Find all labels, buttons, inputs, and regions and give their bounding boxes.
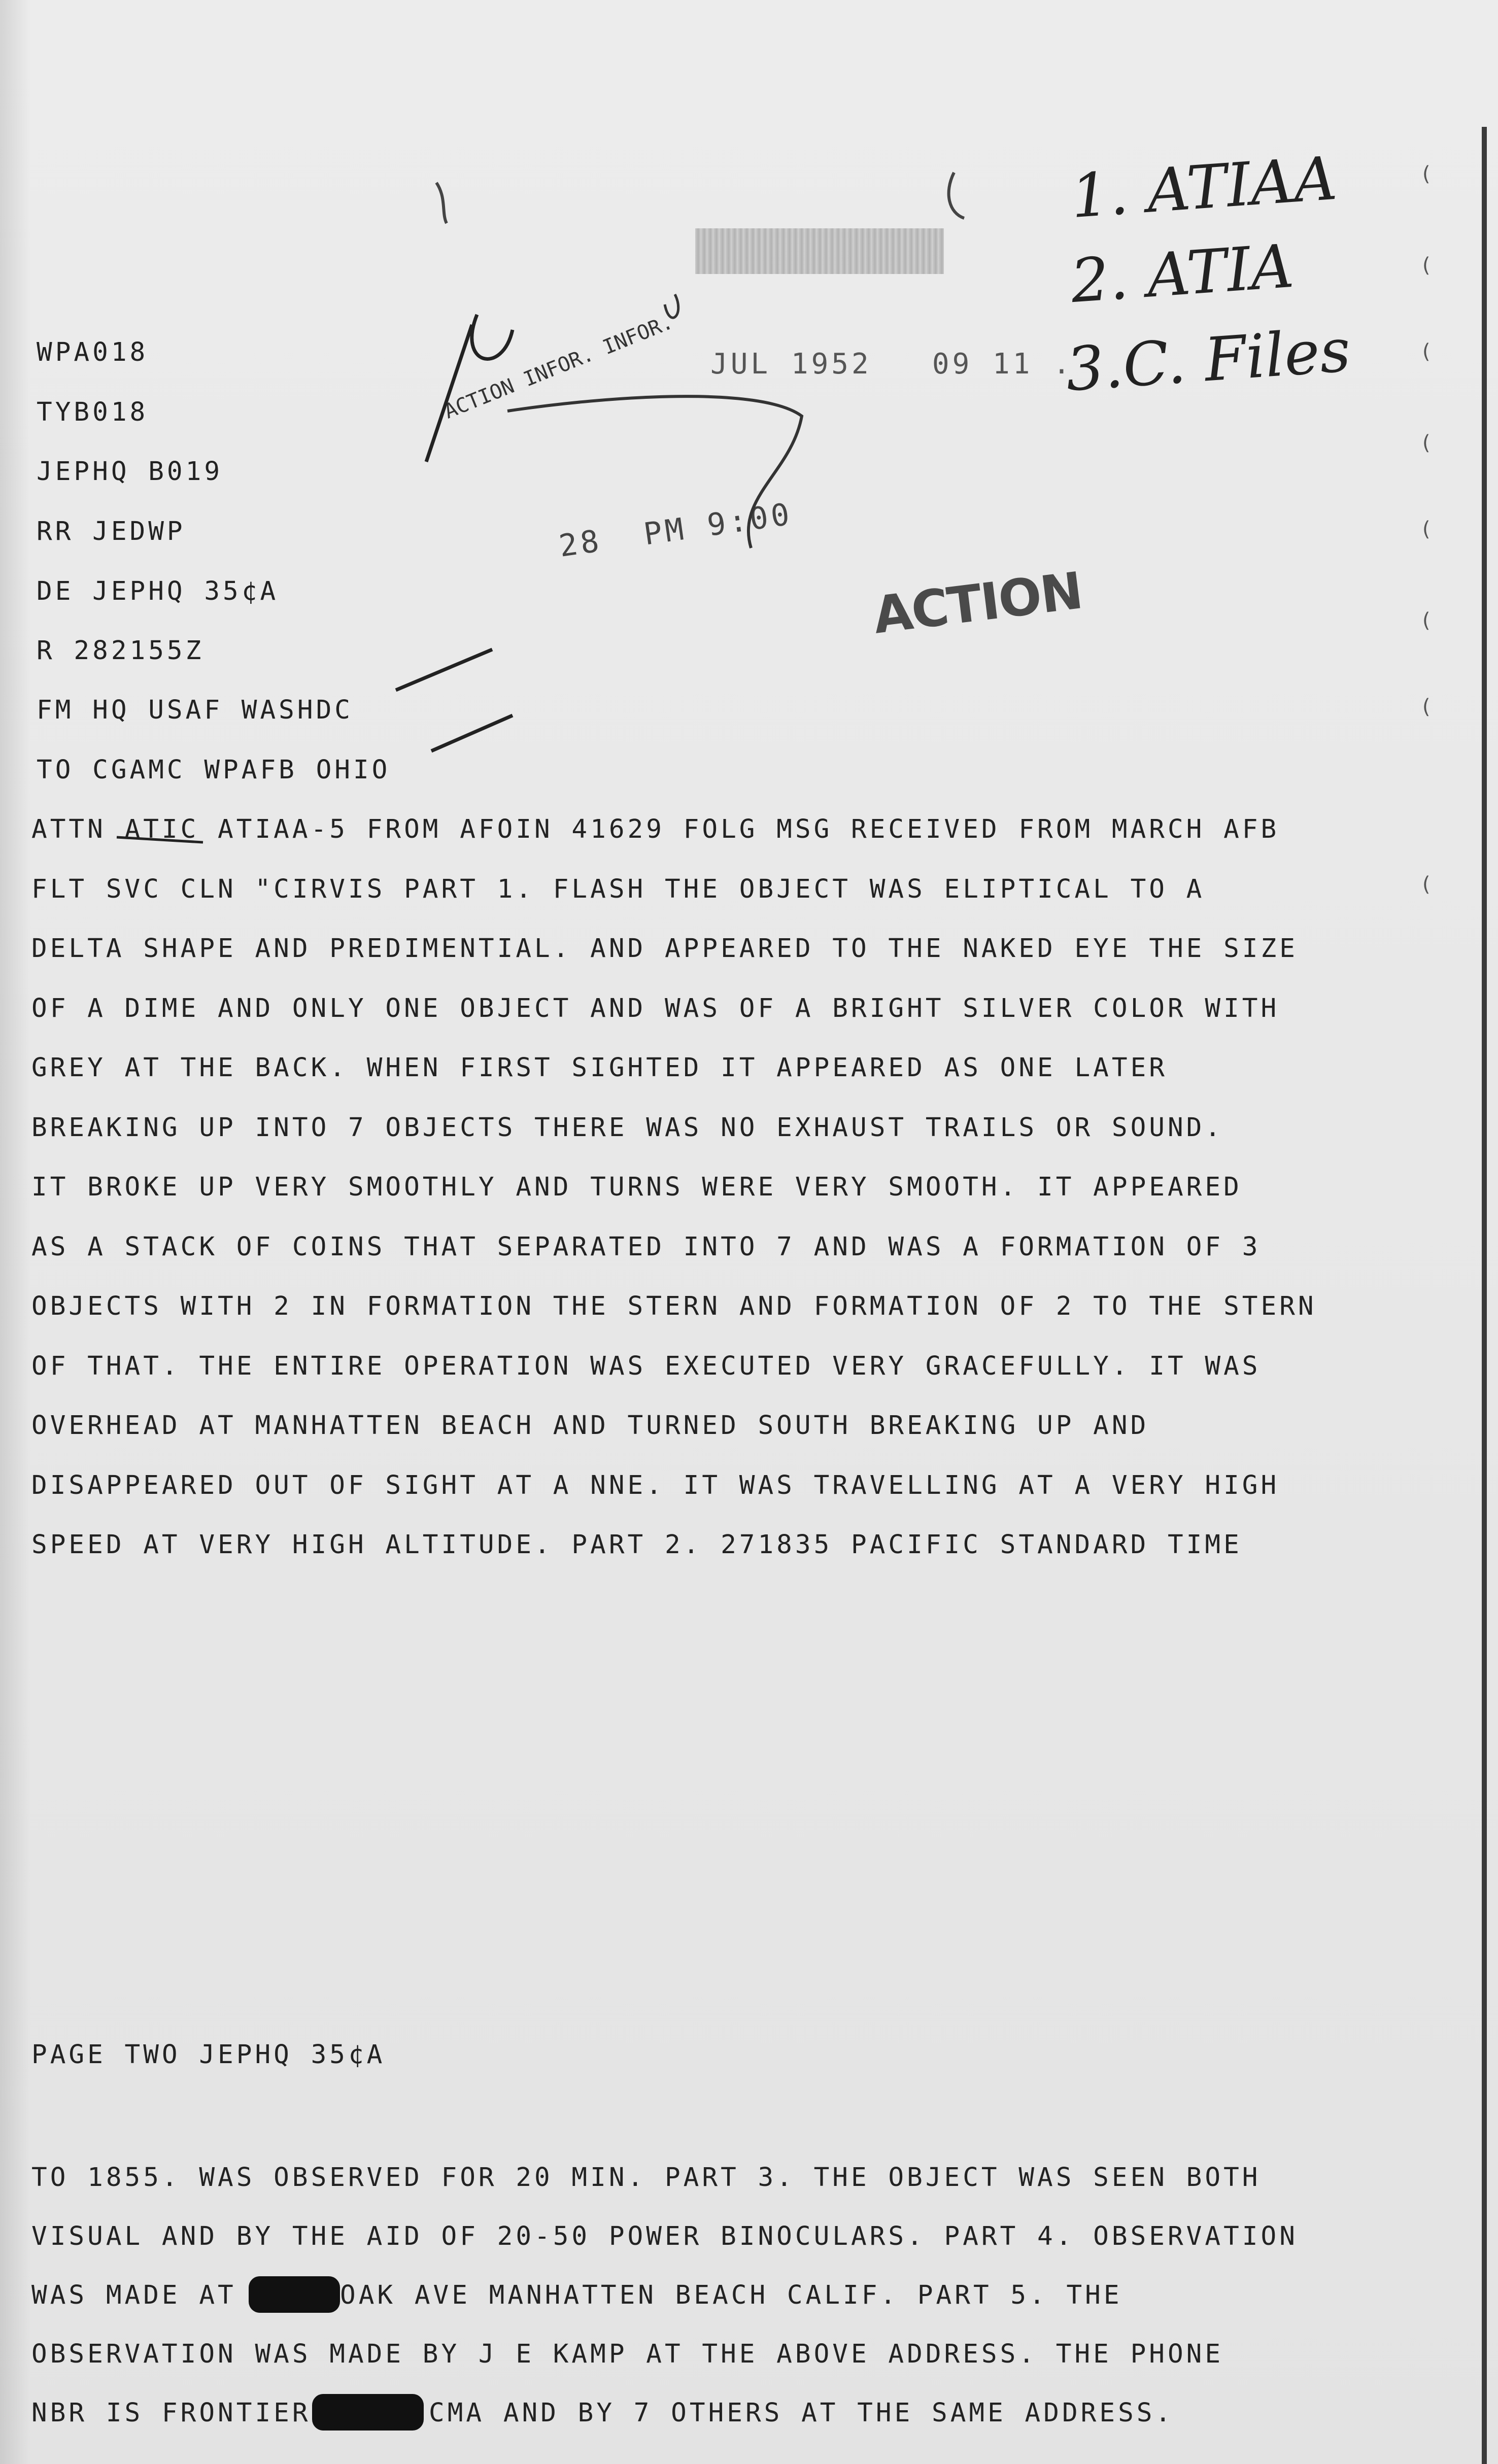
margin-mark: ( xyxy=(1420,518,1433,541)
message-line: NBR IS FRONTIER xyxy=(31,2398,311,2428)
message-line: CMA AND BY 7 OTHERS AT THE SAME ADDRESS. xyxy=(429,2398,1174,2428)
message-line: FLT SVC CLN "CIRVIS PART 1. FLASH THE OBJECT WAS ELIPTICAL TO A xyxy=(31,874,1205,904)
page-two-header: PAGE TWO JEPHQ 35¢A xyxy=(31,2040,386,2070)
message-line: SPEED AT VERY HIGH ALTITUDE. PART 2. 271835 PACIFIC STANDARD TIME xyxy=(31,1530,1242,1560)
redaction xyxy=(249,2276,340,2313)
margin-mark: ( xyxy=(1420,609,1433,632)
message-line: OF A DIME AND ONLY ONE OBJECT AND WAS OF A BRIGHT SILVER COLOR WITH xyxy=(31,994,1280,1023)
margin-mark: ( xyxy=(1420,340,1433,363)
margin-mark: ( xyxy=(1420,431,1433,455)
handwritten-note: 1. ATIAA xyxy=(1068,143,1339,232)
routing-line: FM HQ USAF WASHDC xyxy=(37,695,353,725)
agency-stamp: ACTION INFOR. INFOR. xyxy=(440,310,676,424)
routing-line: JEPHQ B019 xyxy=(37,457,223,487)
message-line: OAK AVE MANHATTEN BEACH CALIF. PART 5. THE xyxy=(340,2280,1122,2310)
margin-mark: ( xyxy=(1420,254,1433,277)
date-stamp: JUL 1952 09 11 . xyxy=(710,348,1073,381)
action-stamp: ACTION xyxy=(870,561,1085,645)
message-line: GREY AT THE BACK. WHEN FIRST SIGHTED IT APPEARED AS ONE LATER xyxy=(31,1053,1168,1083)
message-line: OBJECTS WITH 2 IN FORMATION THE STERN AND FORMATION OF 2 TO THE STERN xyxy=(31,1291,1317,1321)
message-line: OVERHEAD AT MANHATTEN BEACH AND TURNED SOUTH BREAKING UP AND xyxy=(31,1411,1149,1441)
message-line: AS A STACK OF COINS THAT SEPARATED INTO 7 AND WAS A FORMATION OF 3 xyxy=(31,1232,1261,1262)
message-line: WAS MADE AT xyxy=(31,2280,236,2310)
margin-mark: ( xyxy=(1420,695,1433,718)
time-stamp: 28 PM 9:00 xyxy=(557,496,795,564)
routing-line: RR JEDWP xyxy=(37,517,186,546)
handwritten-note: 3.C. Files xyxy=(1063,315,1353,405)
routing-line: R 282155Z xyxy=(37,636,205,666)
redaction xyxy=(312,2394,424,2431)
message-line: BREAKING UP INTO 7 OBJECTS THERE WAS NO EXHAUST TRAILS OR SOUND. xyxy=(31,1113,1224,1143)
message-line: DELTA SHAPE AND PREDIMENTIAL. AND APPEARED TO THE NAKED EYE THE SIZE xyxy=(31,934,1298,964)
message-line: DISAPPEARED OUT OF SIGHT AT A NNE. IT WAS TRAVELLING AT A VERY HIGH xyxy=(31,1470,1280,1500)
routing-line: DE JEPHQ 35¢A xyxy=(37,576,279,606)
message-line: OF THAT. THE ENTIRE OPERATION WAS EXECUTED VERY GRACEFULLY. IT WAS xyxy=(31,1351,1261,1381)
message-line: ATTN ATIC ATIAA-5 FROM AFOIN 41629 FOLG MSG RECEIVED FROM MARCH AFB xyxy=(31,814,1280,844)
handwritten-note: 2. ATIA xyxy=(1068,230,1296,317)
message-line: OBSERVATION WAS MADE BY J E KAMP AT THE ABOVE ADDRESS. THE PHONE xyxy=(31,2339,1224,2369)
message-line: IT BROKE UP VERY SMOOTHLY AND TURNS WERE VERY SMOOTH. IT APPEARED xyxy=(31,1172,1242,1202)
routing-line: TYB018 xyxy=(37,397,149,427)
routing-line: WPA018 xyxy=(37,337,149,367)
message-line: VISUAL AND BY THE AID OF 20-50 POWER BINOCULARS. PART 4. OBSERVATION xyxy=(31,2221,1298,2251)
margin-mark: ( xyxy=(1420,162,1433,186)
message-line: TO 1855. WAS OBSERVED FOR 20 MIN. PART 3. THE OBJECT WAS SEEN BOTH xyxy=(31,2163,1261,2193)
margin-mark: ( xyxy=(1420,873,1433,896)
routing-line: TO CGAMC WPAFB OHIO xyxy=(37,755,391,785)
